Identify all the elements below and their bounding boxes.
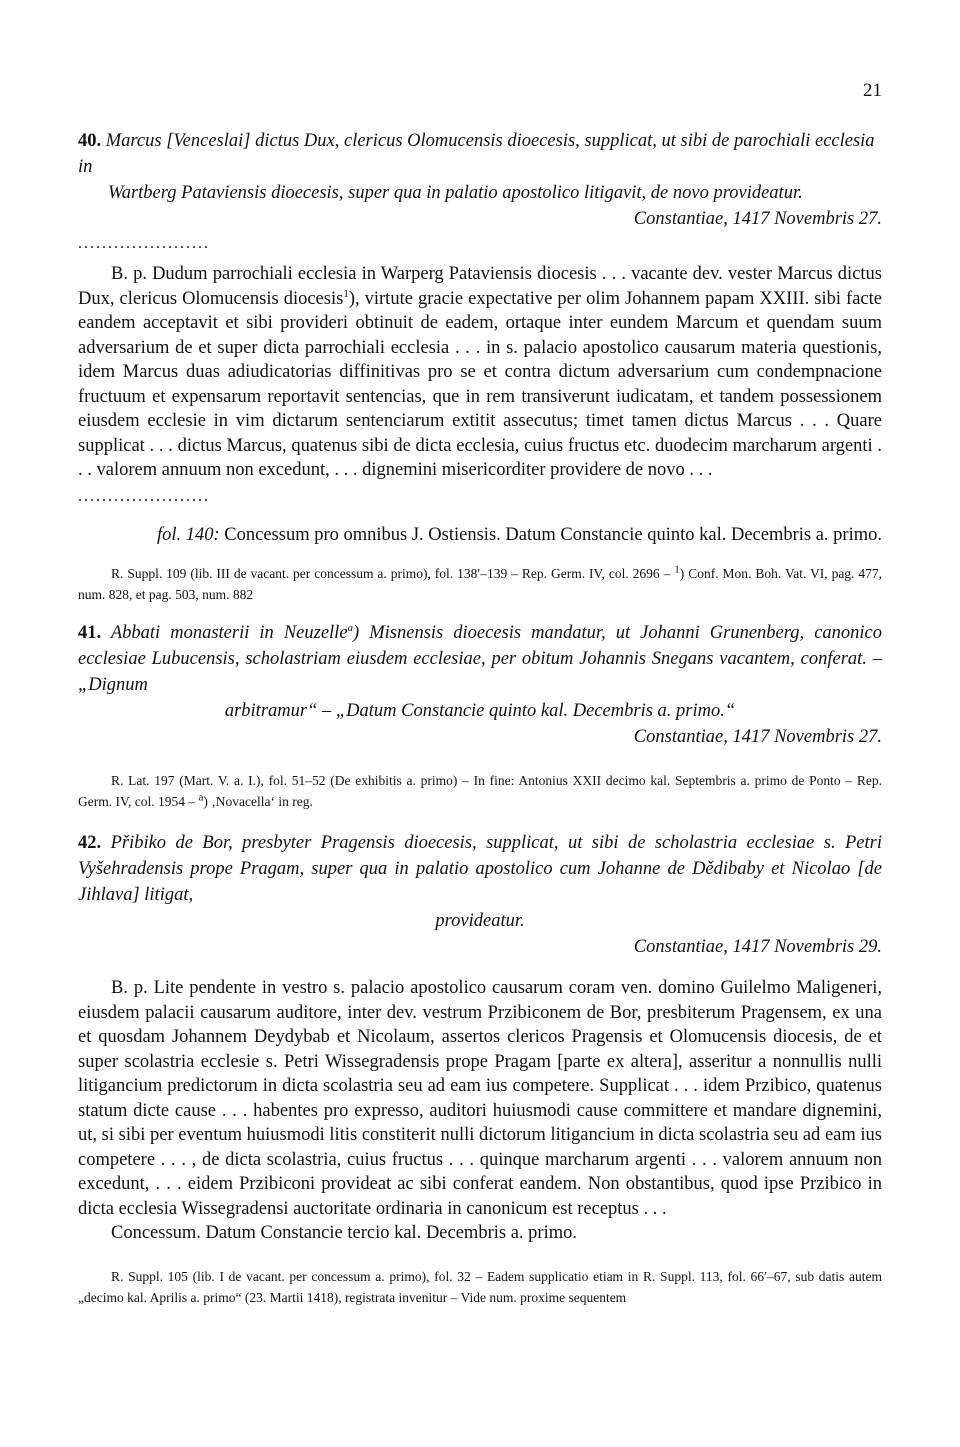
footnote-text: R. Lat. 197 (Mart. V. a. I.), fol. 51–52 (De exhibitis a. primo) – In fine: Antonius XXII decimo kal. Septembris a. primo de Ponto – Rep. Germ. IV, col. 1954 – xyxy=(78,773,882,809)
footnote-text-continued: ) Conf. Mon. Boh. Vat. VI, pag. 477, num. 828, et pag. 503, num. 882 xyxy=(78,565,883,602)
heading-centered-line: provideatur. xyxy=(435,911,525,931)
entry-date: Constantiae, 1417 Novembris 27. xyxy=(633,727,882,747)
entry-41 xyxy=(78,620,882,812)
heading-text-continued: Wartberg Pataviensis dioecesis, super qua in palatio apostolico litigavit, de novo provideatur. xyxy=(108,183,803,203)
heading-text: Přibiko de Bor, presbyter Pragensis dioecesis, supplicat, ut sibi de scholastria ecclesiae s. Petri Vyšehradensis prope Pragam, super qua in palatio apostolico cum Johanne de Dědibaby et Nicolao [de Jihlava] litigat, xyxy=(78,833,883,905)
concessum-line: Concessum. Datum Constancie tercio kal. Decembris a. primo. xyxy=(111,1223,577,1243)
entry-42 xyxy=(78,830,882,1308)
footnote-marker: a xyxy=(347,621,354,634)
entry-heading xyxy=(78,128,882,206)
folio-reference: fol. 140: xyxy=(156,524,220,545)
footnote-text-continued: ) ‚Novacella‘ in reg. xyxy=(203,794,313,809)
footnote-marker: a xyxy=(198,791,204,804)
entry-number: 40. xyxy=(78,131,102,151)
entry-heading xyxy=(78,620,882,698)
ellipsis-line: ...................... xyxy=(78,487,210,505)
heading-text-continued: ) Misnensis dioecesis mandatur, ut Johanni Grunenberg, canonico ecclesiae Lubucensis, scholastriam eiusdem ecclesiae, per obitum Johannis Snegans vacantem, conferat. – „Dignum xyxy=(78,623,883,695)
footnote-text: R. Suppl. 109 (lib. III de vacant. per concessum a. primo), fol. 138′–139 – Rep. Germ. IV, col. 2696 – xyxy=(111,565,675,581)
entry-number: 41. xyxy=(78,623,102,643)
entry-date: Constantiae, 1417 Novembris 27. xyxy=(633,209,882,229)
entry-heading xyxy=(78,830,882,908)
entry-body: B. p. Lite pendente in vestro s. palacio apostolico causarum coram ven. domino Guilelmo Maligeneri, eiusdem palacii causarum auditore, inter dev. vestrum Przibiconem de Bor, presbiterum Pragensem, ex una et quosdam Johannem Deydybab et Nicolaum, assertos clericos Pragensis et Olomucensis diocesis, de et super scolastria ecclesie s. Petri Wissegradensis prope Pragam [parte ex altera], asseritur a nonnullis nulli litigancium predictorum in dicta scolastria seu ad eam ius competere. Supplicat . . . idem Przibico, quatenus statum dicte cause . . . habentes pro expresso, auditori huiusmodi cause committere et mandare dignemini, ut, si sibi per eventum huiusmodi litis constiterit nulli dictorum litigancium in dicta scolastria seu ad eam ius competere . . . , de dicta scolastria, cuius fructus . . . quinque marcharum argenti . . . valorem annuum non excedunt, . . . eidem Przibiconi provideat ac sibi conferat eandem. Non obstantibus, quod ipse Przibico in dicta ecclesia Wissegradensi auctoritate ordinaria in canonicum est receptus . . . xyxy=(78,978,882,1219)
heading-centered-line: arbitramur“ – „Datum Constancie quinto kal. Decembris a. primo.“ xyxy=(224,701,736,721)
concessum-line xyxy=(78,523,882,547)
ellipsis-line: ...................... xyxy=(78,235,210,252)
body-text: B. p. Dudum parrochiali ecclesia in Warperg Pataviensis diocesis . . . vacante dev. vester Marcus dictus Dux, clericus Olomucensis diocesis xyxy=(78,264,882,309)
entry-footnote xyxy=(78,770,882,812)
heading-text: Abbati monasterii in Neuzelle xyxy=(110,623,348,643)
entry-date: Constantiae, 1417 Novembris 29. xyxy=(633,937,882,957)
concessum-text: Concessum pro omnibus J. Ostiensis. Datum Constancie quinto kal. Decembris a. primo. xyxy=(224,524,882,545)
entry-footnote: R. Suppl. 105 (lib. I de vacant. per concessum a. primo), fol. 32 – Eadem supplicatio etiam in R. Suppl. 113, fol. 66′–67, sub datis autem „decimo kal. Aprilis a. primo“ (23. Martii 1418), registrata invenitur – Vide num. proxime sequentem xyxy=(78,1268,882,1305)
entry-footnote xyxy=(78,563,882,605)
footnote-marker: 1 xyxy=(674,563,680,575)
footnote-marker: 1 xyxy=(343,287,349,300)
page-number: 21 xyxy=(863,80,882,101)
entry-body xyxy=(78,262,882,483)
entry-40 xyxy=(78,128,882,605)
heading-text: Marcus [Venceslai] dictus Dux, clericus Olomucensis dioecesis, supplicat, ut sibi de parochiali ecclesia in xyxy=(78,131,875,177)
entry-number: 42. xyxy=(78,833,102,853)
body-text-continued: ), virtute gracie expectative per olim Johannem papam XXIII. sibi facte eandem acceptavit et sibi provideri obtinuit de eadem, ortaque inter eundem Marcum et quendam suum adversarium de et super dicta parrochiali ecclesia . . . in s. palacio apostolico causarum materia questionis, idem Marcus duas adiudicatorias diffinitivas pro se et contra dictum adversarium cum condempnacione fructuum et expensarum reportavit sentencias, que in rem transiverunt iudicatam, et tandem possessionem eiusdem ecclesie in vim dictarum sentenciarum extitit assecutus; timet tamen dictus Marcus . . . Quare supplicat . . . dictus Marcus, quatenus sibi de dicta ecclesia, cuius fructus etc. duodecim marcharum argenti . . . valorem annuum non excedunt, . . . dignemini misericorditer providere de novo . . . xyxy=(78,288,882,480)
